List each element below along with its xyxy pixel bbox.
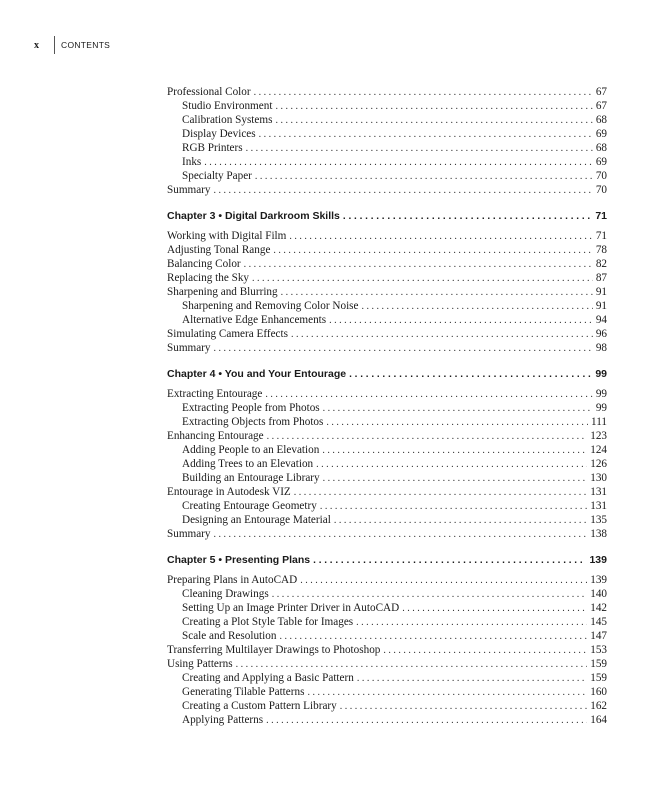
toc-entry-title: Building an Entourage Library [182,472,320,484]
toc-subsection-entry[interactable] [167,713,607,727]
dot-leader [362,300,593,313]
toc-subsection-entry[interactable] [167,685,607,699]
dot-leader [334,514,587,527]
toc-page-number: 159 [590,658,607,670]
toc-subsection-entry[interactable] [167,615,607,629]
chapter-spacer [167,197,607,208]
dot-leader [272,588,588,601]
toc-page-number: 67 [595,86,607,98]
dot-leader [300,574,587,587]
dot-leader [246,142,593,155]
dot-leader [252,272,593,285]
toc-entry-title: Sharpening and Blurring [167,286,278,298]
toc-entry-title: Creating a Custom Pattern Library [182,700,337,712]
toc-page-number: 71 [595,230,607,242]
toc-subsection-entry[interactable] [167,155,607,169]
toc-entry-title: Professional Color [167,86,251,98]
toc-page-number: 111 [591,416,607,428]
toc-chapter-entry[interactable] [167,366,607,382]
toc-entry-title: Entourage in Autodesk VIZ [167,486,291,498]
toc-page-number: 99 [595,368,607,380]
dot-leader [402,602,587,615]
toc-subsection-entry[interactable] [167,313,607,327]
toc-page-number: 99 [595,402,607,414]
toc-page-number: 164 [590,714,607,726]
toc-entry-title: Enhancing Entourage [167,430,264,442]
toc-entry-title: Summary [167,528,211,540]
toc-page-number: 160 [590,686,607,698]
toc-entry-title: Adjusting Tonal Range [167,244,271,256]
toc-page-number: 131 [590,500,607,512]
toc-section-entry[interactable] [167,85,607,99]
dot-leader [383,644,587,657]
toc-subsection-entry[interactable] [167,169,607,183]
toc-entry-title: Balancing Color [167,258,241,270]
toc-section-entry[interactable] [167,243,607,257]
toc-entry-title: RGB Printers [182,142,243,154]
dot-leader [279,630,587,643]
dot-leader [356,616,587,629]
dot-leader [294,486,587,499]
toc-subsection-entry[interactable] [167,299,607,313]
toc-entry-title: Using Patterns [167,658,233,670]
toc-entry-title: Sharpening and Removing Color Noise [182,300,359,312]
toc-entry-title: Adding People to an Elevation [182,444,320,456]
toc-section-entry[interactable] [167,285,607,299]
dot-leader [343,209,592,224]
dot-leader [281,286,593,299]
toc-entry-title: Cleaning Drawings [182,588,269,600]
toc-subsection-entry[interactable] [167,513,607,527]
running-head-title: CONTENTS [61,40,111,50]
toc-entry-title: Summary [167,184,211,196]
toc-entry-title: Calibration Systems [182,114,273,126]
toc-page-number: 139 [589,554,607,566]
toc-page-number: 153 [590,644,607,656]
toc-page-number: 142 [590,602,607,614]
toc-entry-title: Chapter 5 • Presenting Plans [167,554,311,566]
toc-page-number: 130 [590,472,607,484]
toc-entry-title: Extracting People from Photos [182,402,320,414]
toc-page-number: 70 [595,170,607,182]
dot-leader [316,458,587,471]
dot-leader [214,528,588,541]
toc-page-number: 135 [590,514,607,526]
toc-subsection-entry[interactable] [167,499,607,513]
toc-subsection-entry[interactable] [167,99,607,113]
toc-subsection-entry[interactable] [167,471,607,485]
dot-leader [320,500,587,513]
chapter-spacer [167,541,607,552]
toc-subsection-entry[interactable] [167,127,607,141]
dot-leader [214,184,593,197]
toc-subsection-entry[interactable] [167,699,607,713]
toc-subsection-entry[interactable] [167,401,607,415]
toc-page-number: 126 [590,458,607,470]
dot-leader [323,402,593,415]
dot-leader [329,314,593,327]
toc-section-entry[interactable] [167,643,607,657]
toc-subsection-entry[interactable] [167,443,607,457]
toc-entry-title: Simulating Camera Effects [167,328,288,340]
toc-entry-title: Display Devices [182,128,256,140]
toc-entry-title: Alternative Edge Enhancements [182,314,327,326]
toc-page-number: 145 [590,616,607,628]
toc-entry-title: Scale and Resolution [182,630,277,642]
toc-subsection-entry[interactable] [167,629,607,643]
toc-page-number: 131 [590,486,607,498]
toc-page-number: 69 [595,156,607,168]
toc-page-number: 138 [590,528,607,540]
toc-section-entry[interactable] [167,271,607,285]
toc-subsection-entry[interactable] [167,587,607,601]
toc-page-number: 99 [595,388,607,400]
dot-leader [357,672,587,685]
page-number: x [34,39,39,51]
dot-leader [273,244,592,257]
toc-entry-title: Applying Patterns [182,714,264,726]
dot-leader [307,686,587,699]
toc-page-number: 67 [595,100,607,112]
toc-entry-title: Replacing the Sky [167,272,250,284]
toc-section-entry[interactable] [167,527,607,541]
toc-section-entry[interactable] [167,183,607,197]
dot-leader [322,444,587,457]
toc-section-entry[interactable] [167,429,607,443]
toc-page-number: 159 [590,672,607,684]
dot-leader [349,367,592,382]
toc-entry-title: Preparing Plans in AutoCAD [167,574,298,586]
toc-page-number: 162 [590,700,607,712]
toc-section-entry[interactable] [167,341,607,355]
toc-section-entry[interactable] [167,387,607,401]
toc-entry-title: Extracting Entourage [167,388,263,400]
toc-section-entry[interactable] [167,573,607,587]
toc-subsection-entry[interactable] [167,457,607,471]
toc-chapter-entry[interactable] [167,552,607,568]
dot-leader [313,553,586,568]
toc-subsection-entry[interactable] [167,671,607,685]
toc-subsection-entry[interactable] [167,601,607,615]
toc-page-number: 147 [590,630,607,642]
toc-page-number: 91 [595,286,607,298]
dot-leader [340,700,587,713]
toc-section-entry[interactable] [167,229,607,243]
toc-page-number: 71 [595,210,607,222]
toc-entry-title: Designing an Entourage Material [182,514,331,526]
toc-page-number: 98 [595,342,607,354]
toc-entry-title: Setting Up an Image Printer Driver in AutoCAD [182,602,400,614]
dot-leader [244,258,593,271]
toc-page-number: 140 [590,588,607,600]
toc-entry-title: Creating and Applying a Basic Pattern [182,672,354,684]
toc-page-number: 82 [595,258,607,270]
toc-page-number: 87 [595,272,607,284]
toc-section-entry[interactable] [167,657,607,671]
dot-leader [267,430,588,443]
dot-leader [265,388,592,401]
table-of-contents [167,85,607,727]
dot-leader [236,658,588,671]
toc-section-entry[interactable] [167,257,607,271]
header-divider [54,36,55,54]
running-head [34,37,110,53]
toc-subsection-entry[interactable] [167,415,607,429]
toc-entry-title: Working with Digital Film [167,230,287,242]
dot-leader [326,416,588,429]
dot-leader [266,714,587,727]
dot-leader [275,114,592,127]
toc-entry-title: Summary [167,342,211,354]
dot-leader [259,128,593,141]
toc-page-number: 139 [590,574,607,586]
dot-leader [275,100,592,113]
toc-page-number: 124 [590,444,607,456]
toc-entry-title: Creating a Plot Style Table for Images [182,616,354,628]
toc-entry-title: Adding Trees to an Elevation [182,458,314,470]
toc-entry-title: Chapter 3 • Digital Darkroom Skills [167,210,340,222]
toc-page-number: 94 [595,314,607,326]
toc-page-number: 68 [595,142,607,154]
toc-entry-title: Studio Environment [182,100,273,112]
toc-page-number: 69 [595,128,607,140]
toc-page-number: 123 [590,430,607,442]
dot-leader [214,342,593,355]
dot-leader [204,156,593,169]
toc-subsection-entry[interactable] [167,113,607,127]
toc-page-number: 78 [595,244,607,256]
toc-section-entry[interactable] [167,485,607,499]
toc-entry-title: Specialty Paper [182,170,252,182]
dot-leader [255,170,593,183]
toc-entry-title: Inks [182,156,202,168]
toc-subsection-entry[interactable] [167,141,607,155]
toc-entry-title: Creating Entourage Geometry [182,500,317,512]
toc-page-number: 96 [595,328,607,340]
toc-entry-title: Chapter 4 • You and Your Entourage [167,368,347,380]
dot-leader [323,472,588,485]
toc-entry-title: Transferring Multilayer Drawings to Photoshop [167,644,381,656]
dot-leader [254,86,593,99]
toc-entry-title: Extracting Objects from Photos [182,416,324,428]
toc-page-number: 91 [595,300,607,312]
chapter-spacer [167,355,607,366]
dot-leader [289,230,592,243]
toc-page-number: 70 [595,184,607,196]
toc-section-entry[interactable] [167,327,607,341]
dot-leader [291,328,593,341]
toc-entry-title: Generating Tilable Patterns [182,686,305,698]
toc-page-number: 68 [595,114,607,126]
toc-chapter-entry[interactable] [167,208,607,224]
